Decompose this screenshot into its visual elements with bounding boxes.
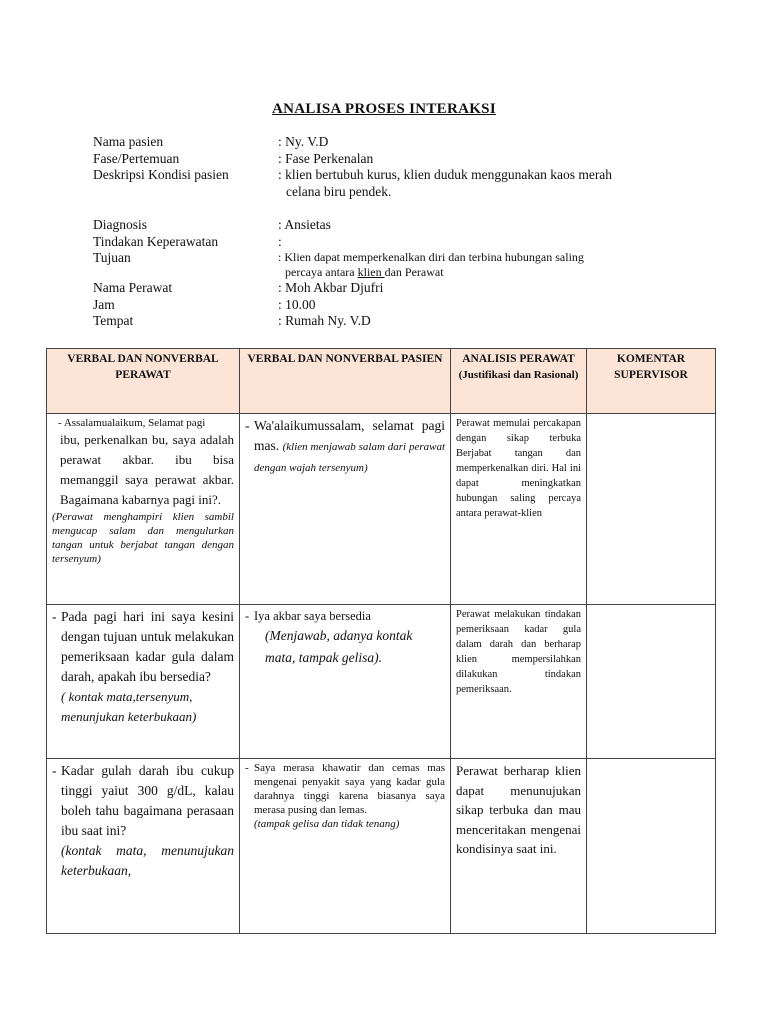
cell-perawat <box>47 414 240 605</box>
info-tempat <box>93 313 693 330</box>
info-label: Diagnosis <box>93 217 147 232</box>
info-value <box>278 250 693 280</box>
header-komentar: KOMENTAR SUPERVISOR <box>587 349 716 414</box>
info-value-klien: klien <box>357 265 385 279</box>
cell-note: (klien menjawab salam dari perawat dengan wajah tersenyum) <box>254 441 446 474</box>
cell-text-wrap <box>61 761 234 881</box>
cell-text: Saya merasa khawatir dan cemas mas mengenai penyakit saya yang kadar gula darahnya tinggi karena biasanya saya merasa pusing dan lemas. <box>254 762 445 816</box>
table-row <box>47 759 716 934</box>
info-value-line2a: percaya antara <box>285 265 358 279</box>
info-value-line2c: dan Perawat <box>384 265 444 279</box>
info-value-line1: : Klien dapat memperkenalkan diri dan terbina hubungan saling <box>278 250 584 264</box>
info-value: : 10.00 <box>278 296 316 312</box>
header-perawat: VERBAL DAN NONVERBAL PERAWAT <box>47 349 240 414</box>
cell-pasien <box>240 759 451 934</box>
info-label: Fase/Pertemuan <box>93 150 180 166</box>
cell-note: ( kontak mata,tersenyum, menunjukan keterbukaan) <box>61 689 197 724</box>
header-analisis-title: ANALISIS PERAWAT <box>462 353 575 365</box>
cell-pasien <box>240 414 451 605</box>
info-value <box>278 167 693 200</box>
info-value-line2: celana biru pendek. <box>286 183 392 199</box>
info-label: Tujuan <box>93 250 131 265</box>
cell-note: (kontak mata, menunujukan keterbukaan, <box>61 843 234 878</box>
document-title: ANALISA PROSES INTERAKSI <box>272 101 496 117</box>
info-value: : Ansietas <box>278 217 331 232</box>
cell-text-dash: - Assalamualaikum, Selamat pagi <box>58 417 206 429</box>
cell-note: (Menjawab, adanya kontak mata, tampak gelisa). <box>265 628 413 665</box>
info-value: : Rumah Ny. V.D <box>278 313 371 328</box>
info-diagnosis <box>93 217 693 234</box>
interaction-table <box>46 348 716 934</box>
cell-text-wrap <box>254 761 445 831</box>
header-pasien: VERBAL DAN NONVERBAL PASIEN <box>240 349 451 414</box>
cell-text: Pada pagi hari ini saya kesini dengan tujuan untuk melakukan pemeriksaan kadar gula dalam darah, apakah ibu bersedia? <box>61 609 234 684</box>
info-fase <box>93 151 693 168</box>
info-label: Nama Perawat <box>93 280 173 295</box>
cell-komentar <box>587 605 716 759</box>
cell-dash-item: - Wa'alaikumussalam, selamat pagi mas. (klien menjawab salam dari perawat dengan wajah tersenyum) <box>245 416 445 478</box>
cell-dash-item: - Kadar gulah darah ibu cukup tinggi yaiut 300 g/dL, kalau boleh tahu bagaimana perasaan ibu saat ini? (kontak mata, menunujukan keterbukaan, <box>52 761 234 881</box>
header-analisis <box>451 349 587 414</box>
table-header-row <box>47 349 716 414</box>
cell-note: (tampak gelisa dan tidak tenang) <box>254 818 400 830</box>
cell-komentar <box>587 414 716 605</box>
info-label: Jam <box>93 296 115 312</box>
cell-text: Kadar gulah darah ibu cukup tinggi yaiut 300 g/dL, kalau boleh tahu bagaimana perasaan ibu saat ini? <box>61 763 234 838</box>
patient-info <box>93 134 693 330</box>
info-deskripsi <box>93 167 693 200</box>
cell-dash-item: - Iya akbar saya bersedia <box>245 607 445 625</box>
header-analisis-subtitle: (Justifikasi dan Rasional) <box>458 369 579 381</box>
info-value: : Ny. V.D <box>278 134 329 149</box>
cell-text-wrap <box>254 416 445 478</box>
cell-dash-item: - Pada pagi hari ini saya kesini dengan tujuan untuk melakukan pemeriksaan kadar gula dalam darah, apakah ibu bersedia? ( kontak mata,tersenyum, menunjukan keterbukaan) <box>52 607 234 727</box>
cell-note: (Perawat menghampiri klien sambil mengucap salam dan mengulurkan tangan untuk berjabat tangan dengan tersenyum) <box>52 511 234 565</box>
cell-perawat <box>47 759 240 934</box>
table-row <box>47 414 716 605</box>
cell-dash-item: - Saya merasa khawatir dan cemas mas mengenai penyakit saya yang kadar gula darahnya tinggi karena biasanya saya merasa pusing dan lemas. (tampak gelisa dan tidak tenang) <box>245 762 445 830</box>
cell-text: Wa'alaikumussalam, selamat pagi mas. <box>254 418 445 453</box>
cell-text-wrap <box>61 607 234 727</box>
info-value-line1: : klien bertubuh kurus, klien duduk menggunakan kaos merah <box>278 167 613 182</box>
info-nama-pasien <box>93 134 693 151</box>
cell-text: ibu, perkenalkan bu, saya adalah perawat akbar. ibu bisa memanggil saya perawat akbar. Bagaimana kabarnya pagi ini?. <box>60 432 234 507</box>
cell-text: Iya akbar saya bersedia <box>254 609 371 623</box>
cell-perawat <box>47 605 240 759</box>
info-label: Tempat <box>93 313 134 328</box>
info-label: Tindakan Keperawatan <box>93 233 219 249</box>
info-value: : Fase Perkenalan <box>278 150 374 166</box>
info-value: : <box>278 233 282 249</box>
table-row <box>47 605 716 759</box>
info-label: Deskripsi Kondisi pasien <box>93 167 229 182</box>
cell-analisis: Perawat berharap klien dapat menunujukan sikap terbuka dan mau menceritakan mengenai kondisinya saat ini. <box>451 759 587 934</box>
cell-analisis: Perawat memulai percakapan dengan sikap terbuka Berjabat tangan dan memperkenalkan diri. Hal ini dapat meningkatkan hubungan saling percaya antara perawat-klien <box>451 414 587 605</box>
cell-pasien <box>240 605 451 759</box>
info-nama-perawat <box>93 280 693 297</box>
info-tindakan <box>93 234 693 251</box>
info-value: : Moh Akbar Djufri <box>278 280 384 295</box>
cell-analisis: Perawat melakukan tindakan pemeriksaan kadar gula dalam darah dan berharap klien mempersilahkan dilakukan tindakan pemeriksaan. <box>451 605 587 759</box>
info-tujuan <box>93 250 693 280</box>
info-jam <box>93 297 693 314</box>
info-label: Nama pasien <box>93 134 164 149</box>
cell-text: Assalamualaikum, Selamat pagi <box>63 417 206 429</box>
cell-komentar <box>587 759 716 934</box>
